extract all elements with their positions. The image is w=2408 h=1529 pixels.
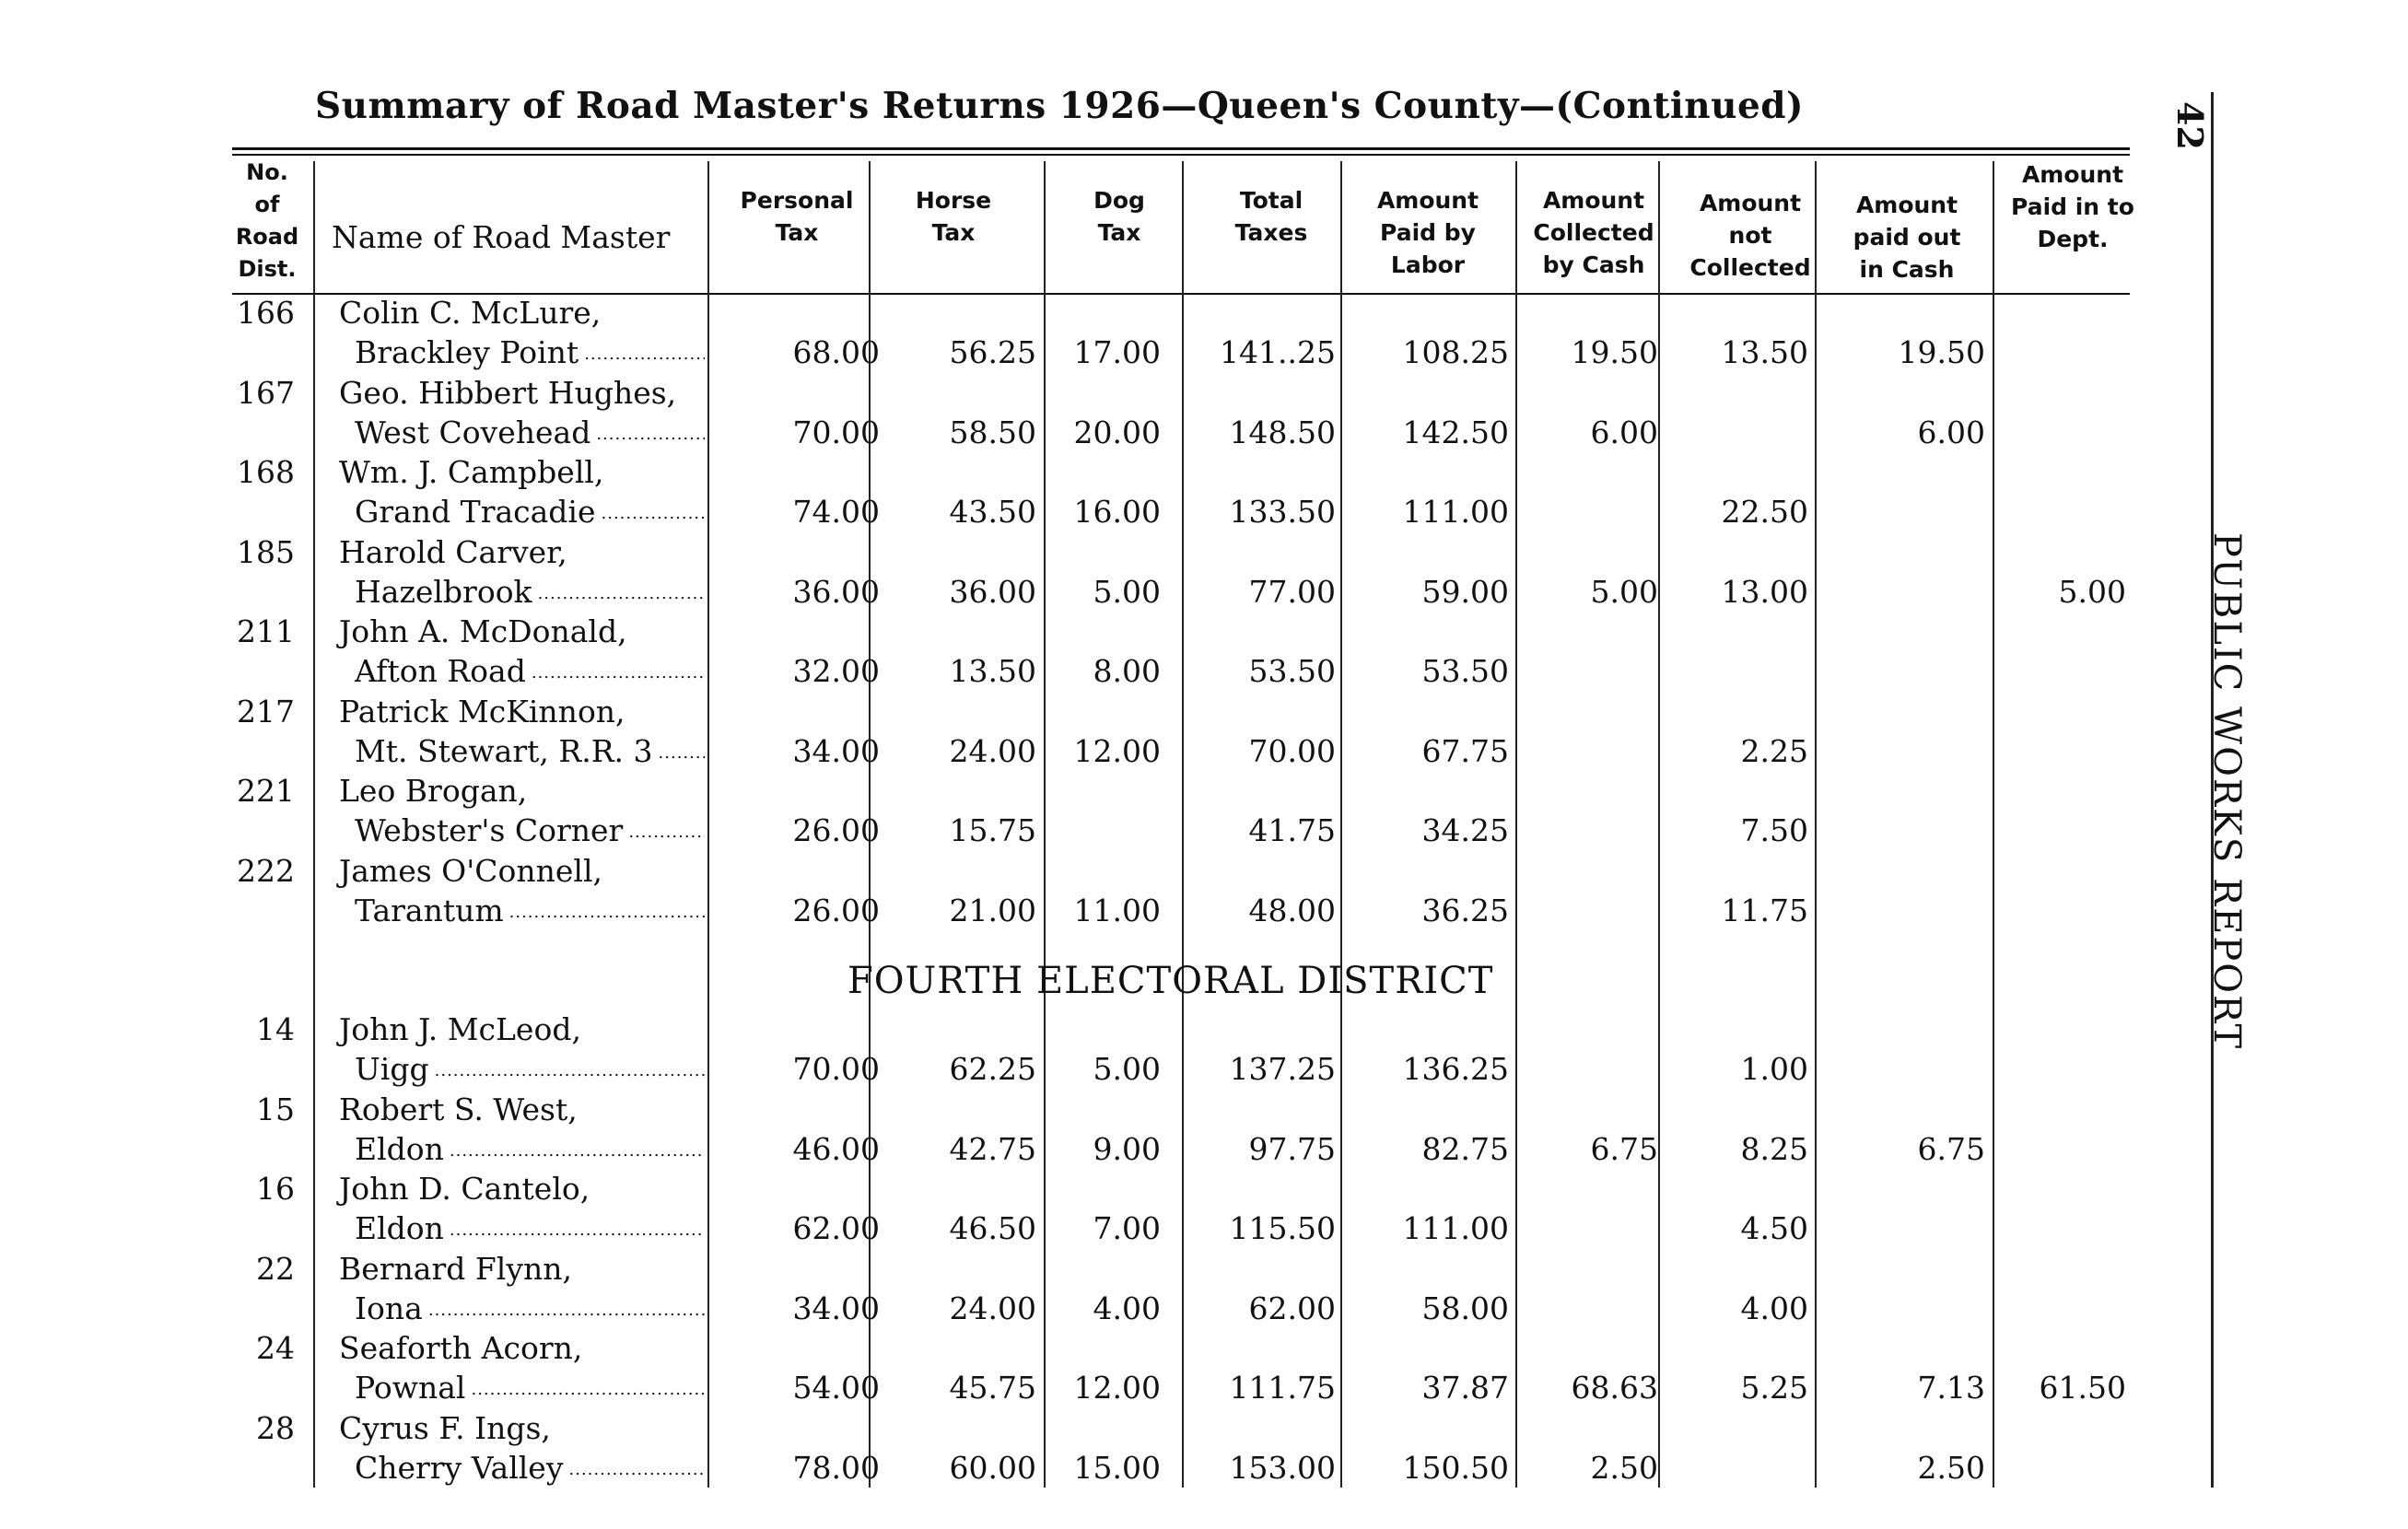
header-dist-line2: of (254, 192, 280, 217)
amount-labor: 58.00 (1421, 1290, 1509, 1326)
amount-labor: 108.25 (1402, 334, 1509, 370)
road-district-number: 222 (237, 852, 295, 889)
road-master-place: Iona ..... (355, 1290, 705, 1329)
road-master-place: Eldon ..... (355, 1210, 705, 1249)
header-paid-in-to-dept (1999, 158, 2146, 255)
amount-horse: 58.50 (949, 414, 1036, 450)
amount-labor: 82.75 (1421, 1130, 1509, 1167)
amount-labor: 37.87 (1421, 1370, 1509, 1406)
amount-horse: 60.00 (949, 1449, 1036, 1486)
amount-total: 148.50 (1229, 414, 1336, 450)
road-district-number: 185 (237, 533, 295, 570)
amount-horse: 36.00 (949, 573, 1036, 610)
amount-labor: 150.50 (1402, 1449, 1509, 1486)
amount-notcollected: 7.50 (1740, 812, 1808, 848)
road-master-name: Seaforth Acorn, (339, 1330, 583, 1366)
amount-collected: 68.63 (1571, 1370, 1658, 1406)
road-master-name: John J. McLeod, (339, 1011, 581, 1047)
column-divider (1658, 161, 1660, 1488)
amount-notcollected: 4.50 (1740, 1210, 1808, 1246)
road-master-name: James O'Connell, (339, 852, 603, 889)
amount-notcollected: 5.25 (1740, 1370, 1808, 1406)
header-notcollected-line2: not (1728, 222, 1772, 249)
header-rule-bottom (232, 154, 2130, 156)
amount-personal: 70.00 (792, 1051, 880, 1087)
road-master-name: Cyrus F. Ings, (339, 1409, 551, 1446)
amount-personal: 26.00 (792, 892, 880, 928)
header-dog-line1: Dog (1093, 187, 1145, 214)
header-horse-tax (884, 184, 1023, 249)
road-master-name: Leo Brogan, (339, 773, 528, 809)
column-divider (313, 161, 315, 1488)
road-district-number: 168 (237, 454, 295, 490)
road-master-place: Uigg ..... (355, 1051, 705, 1090)
amount-dog: 7.00 (1093, 1210, 1161, 1246)
road-master-name: Robert S. West, (339, 1091, 578, 1127)
amount-personal: 54.00 (792, 1370, 880, 1406)
amount-personal: 62.00 (792, 1210, 880, 1246)
amount-notcollected: 13.50 (1721, 334, 1808, 370)
header-dist-line1: No. (246, 159, 288, 185)
amount-dog: 5.00 (1093, 1051, 1161, 1087)
header-labor-line1: Amount (1376, 187, 1479, 214)
header-horse-line1: Horse (915, 187, 992, 214)
header-dog-line2: Tax (1097, 219, 1141, 246)
amount-notcollected: 4.00 (1740, 1290, 1808, 1326)
page-title: Summary of Road Master's Returns 1926—Queen's County—(Continued) (315, 85, 1804, 127)
amount-collected: 6.75 (1590, 1130, 1658, 1167)
road-master-name: John A. McDonald, (339, 613, 627, 649)
amount-dog: 4.00 (1093, 1290, 1161, 1326)
amount-labor: 34.25 (1421, 812, 1509, 848)
road-master-place: Webster's Corner ..... (355, 812, 705, 851)
amount-horse: 56.25 (949, 334, 1036, 370)
header-total-line2: Taxes (1234, 219, 1308, 246)
amount-dog: 20.00 (1073, 414, 1161, 450)
header-rule-top (232, 147, 2130, 150)
header-personal-line1: Personal (740, 187, 854, 214)
road-master-name: Wm. J. Campbell, (339, 454, 604, 490)
road-master-place: Mt. Stewart, R.R. 3 ..... (355, 733, 705, 772)
amount-dept: 61.50 (2039, 1370, 2126, 1406)
amount-collected: 5.00 (1590, 573, 1658, 610)
header-collected-line3: by Cash (1542, 251, 1645, 278)
amount-labor: 111.00 (1402, 494, 1509, 530)
road-district-number: 167 (237, 374, 295, 411)
amount-dog: 5.00 (1093, 573, 1161, 610)
road-district-number: 28 (256, 1409, 295, 1446)
amount-personal: 70.00 (792, 414, 880, 450)
amount-personal: 68.00 (792, 334, 880, 370)
amount-labor: 59.00 (1421, 573, 1509, 610)
road-master-name: Bernard Flynn, (339, 1250, 572, 1287)
header-dog-tax (1050, 184, 1188, 249)
column-divider (1182, 161, 1184, 1488)
amount-dog: 15.00 (1073, 1449, 1161, 1486)
amount-total: 70.00 (1248, 732, 1336, 769)
amount-personal: 46.00 (792, 1130, 880, 1167)
amount-total: 133.50 (1229, 494, 1336, 530)
amount-paidout: 6.75 (1917, 1130, 1985, 1167)
road-master-name: Patrick McKinnon, (339, 693, 625, 729)
amount-dog: 17.00 (1073, 334, 1161, 370)
road-master-place: Brackley Point ..... (355, 334, 705, 373)
amount-horse: 46.50 (949, 1210, 1036, 1246)
amount-horse: 42.75 (949, 1130, 1036, 1167)
amount-paidout: 2.50 (1917, 1449, 1985, 1486)
column-divider (1340, 161, 1342, 1488)
page-number: 42 (2169, 101, 2211, 150)
road-district-number: 24 (256, 1330, 295, 1366)
header-labor-line3: Labor (1390, 251, 1466, 278)
amount-horse: 21.00 (949, 892, 1036, 928)
header-notcollected-line1: Amount (1699, 190, 1802, 216)
header-labor-line2: Paid by (1380, 219, 1476, 246)
amount-horse: 43.50 (949, 494, 1036, 530)
amount-horse: 15.75 (949, 812, 1036, 848)
amount-notcollected: 13.00 (1721, 573, 1808, 610)
road-master-name: John D. Cantelo, (339, 1171, 590, 1207)
amount-dog: 12.00 (1073, 1370, 1161, 1406)
road-master-place: West Covehead ..... (355, 414, 705, 453)
header-horse-line2: Tax (931, 219, 976, 246)
amount-total: 77.00 (1248, 573, 1336, 610)
header-dist-line4: Dist. (238, 256, 297, 282)
header-paidout-line3: in Cash (1859, 256, 1955, 283)
column-divider (1993, 161, 1994, 1488)
amount-labor: 67.75 (1421, 732, 1509, 769)
road-district-number: 22 (256, 1250, 295, 1287)
road-district-number: 217 (237, 693, 295, 729)
column-divider (1815, 161, 1817, 1488)
header-collected-line1: Amount (1542, 187, 1645, 214)
amount-personal: 32.00 (792, 653, 880, 689)
amount-collected: 6.00 (1590, 414, 1658, 450)
amount-total: 53.50 (1248, 653, 1336, 689)
running-title: PUBLIC WORKS REPORT (2205, 532, 2248, 1051)
amount-labor: 142.50 (1402, 414, 1509, 450)
amount-personal: 36.00 (792, 573, 880, 610)
header-personal-tax (728, 184, 866, 249)
header-total-taxes (1202, 184, 1340, 249)
road-master-place: Cherry Valley ..... (355, 1450, 705, 1488)
header-collected-by-cash (1520, 184, 1667, 281)
amount-dog: 16.00 (1073, 494, 1161, 530)
header-name: Name of Road Master (332, 219, 671, 255)
amount-labor: 136.25 (1402, 1051, 1509, 1087)
header-paid-out-in-cash (1833, 189, 1981, 286)
road-district-number: 16 (256, 1171, 295, 1207)
header-collected-line2: Collected (1533, 219, 1654, 246)
header-total-line1: Total (1239, 187, 1303, 214)
road-master-place: Hazelbrook ..... (355, 574, 705, 613)
road-district-number: 221 (237, 773, 295, 809)
amount-total: 48.00 (1248, 892, 1336, 928)
amount-labor: 36.25 (1421, 892, 1509, 928)
amount-paidout: 7.13 (1917, 1370, 1985, 1406)
amount-labor: 111.00 (1402, 1210, 1509, 1246)
road-district-number: 166 (237, 295, 295, 331)
amount-personal: 74.00 (792, 494, 880, 530)
amount-total: 62.00 (1248, 1290, 1336, 1326)
road-master-name: Harold Carver, (339, 533, 567, 570)
road-master-place: Eldon ..... (355, 1131, 705, 1170)
road-master-name: Geo. Hibbert Hughes, (339, 374, 677, 411)
amount-notcollected: 1.00 (1740, 1051, 1808, 1087)
road-master-place: Afton Road ..... (355, 653, 705, 692)
header-dept-line2: Paid in to (2011, 193, 2134, 220)
column-divider (707, 161, 709, 1488)
amount-total: 97.75 (1248, 1130, 1336, 1167)
amount-notcollected: 22.50 (1721, 494, 1808, 530)
road-master-place: Tarantum ..... (355, 893, 705, 931)
amount-total: 141..25 (1220, 334, 1336, 370)
amount-notcollected: 8.25 (1740, 1130, 1808, 1167)
amount-total: 41.75 (1248, 812, 1336, 848)
amount-dog: 8.00 (1093, 653, 1161, 689)
road-master-name: Colin C. McLure, (339, 295, 602, 331)
header-not-collected (1677, 187, 1824, 284)
amount-total: 111.75 (1229, 1370, 1336, 1406)
amount-collected: 2.50 (1590, 1449, 1658, 1486)
amount-horse: 24.00 (949, 1290, 1036, 1326)
header-dept-line3: Dept. (2037, 226, 2109, 252)
amount-personal: 26.00 (792, 812, 880, 848)
amount-notcollected: 11.75 (1721, 892, 1808, 928)
amount-paidout: 19.50 (1898, 334, 1985, 370)
amount-horse: 13.50 (949, 653, 1036, 689)
amount-horse: 62.25 (949, 1051, 1036, 1087)
amount-dog: 9.00 (1093, 1130, 1161, 1167)
header-paidout-line1: Amount (1855, 192, 1958, 218)
amount-dept: 5.00 (2058, 573, 2126, 610)
header-personal-line2: Tax (775, 219, 819, 246)
amount-personal: 34.00 (792, 1290, 880, 1326)
header-dist-line3: Road (235, 224, 299, 250)
amount-paidout: 6.00 (1917, 414, 1985, 450)
header-dept-line1: Amount (2021, 161, 2124, 188)
amount-collected: 19.50 (1571, 334, 1658, 370)
section-heading: FOURTH ELECTORAL DISTRICT (847, 960, 1494, 1002)
amount-notcollected: 2.25 (1740, 732, 1808, 769)
amount-labor: 53.50 (1421, 653, 1509, 689)
amount-total: 153.00 (1229, 1449, 1336, 1486)
amount-horse: 45.75 (949, 1370, 1036, 1406)
amount-total: 115.50 (1229, 1210, 1336, 1246)
amount-dog: 11.00 (1073, 892, 1161, 928)
road-district-number: 211 (237, 613, 295, 649)
amount-dog: 12.00 (1073, 732, 1161, 769)
road-master-place: Grand Tracadie ..... (355, 494, 705, 532)
road-master-place: Pownal ..... (355, 1370, 705, 1408)
road-district-number: 14 (256, 1011, 295, 1047)
amount-horse: 24.00 (949, 732, 1036, 769)
amount-total: 137.25 (1229, 1051, 1336, 1087)
amount-personal: 34.00 (792, 732, 880, 769)
header-paid-by-labor (1354, 184, 1502, 281)
road-district-number: 15 (256, 1091, 295, 1127)
header-paidout-line2: paid out (1853, 224, 1961, 251)
header-dist (230, 157, 304, 286)
header-notcollected-line3: Collected (1689, 254, 1811, 281)
amount-personal: 78.00 (792, 1449, 880, 1486)
